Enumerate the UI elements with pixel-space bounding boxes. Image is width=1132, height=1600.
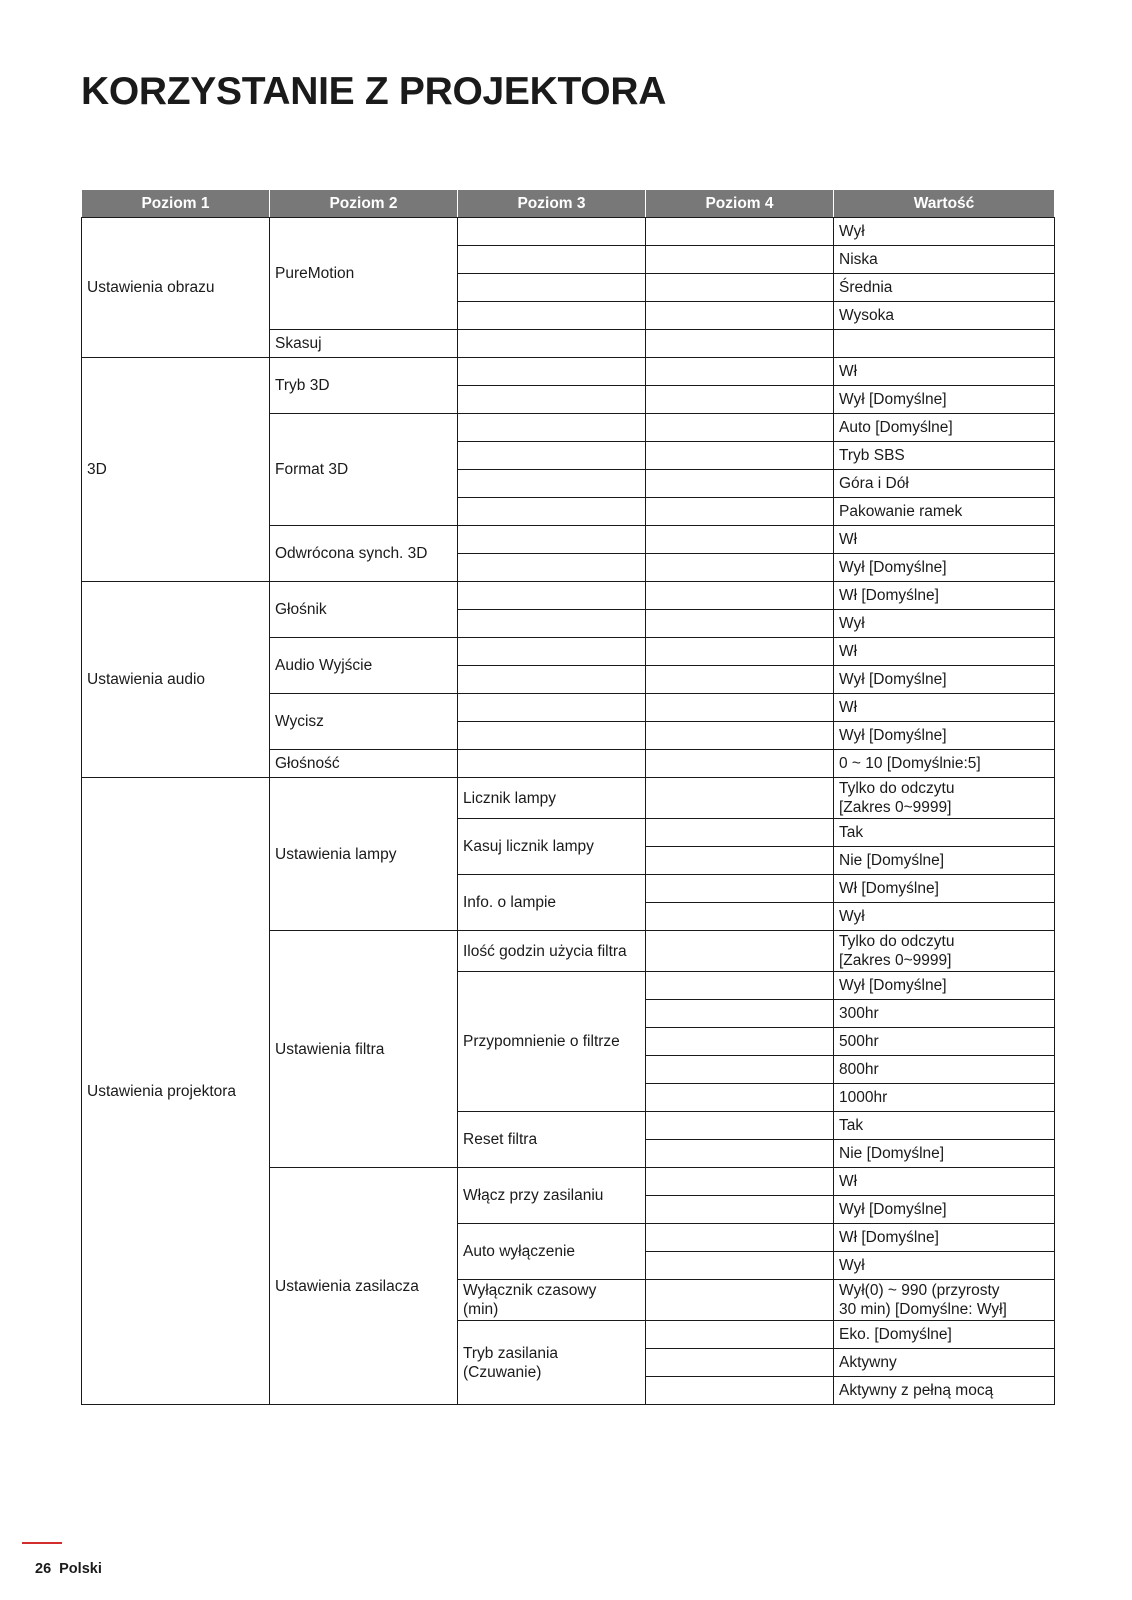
table-cell: Auto [Domyślne] (834, 414, 1055, 442)
table-cell: Nie [Domyślne] (834, 847, 1055, 875)
table-cell: Wysoka (834, 302, 1055, 330)
table-cell: Wył [Domyślne] (834, 972, 1055, 1000)
table-cell (646, 1196, 834, 1224)
table-cell: Ilość godzin użycia filtra (458, 931, 646, 972)
table-body (82, 218, 1055, 1405)
table-cell (646, 666, 834, 694)
table-cell: Aktywny z pełną mocą (834, 1377, 1055, 1405)
table-cell (458, 694, 646, 722)
table-cell: Ustawienia obrazu (82, 218, 270, 358)
table-cell: Ustawienia lampy (270, 778, 458, 931)
table-cell: Wył (834, 903, 1055, 931)
table-cell: Wył [Domyślne] (834, 722, 1055, 750)
table-cell (646, 931, 834, 972)
table-cell: Niska (834, 246, 1055, 274)
table-cell: Ustawienia filtra (270, 931, 458, 1168)
table-cell (646, 1112, 834, 1140)
table-cell (458, 414, 646, 442)
table-cell: Tak (834, 1112, 1055, 1140)
table-cell (458, 302, 646, 330)
table-cell (646, 246, 834, 274)
table-cell (646, 875, 834, 903)
table-cell (458, 582, 646, 610)
table-cell (646, 582, 834, 610)
table-cell (646, 972, 834, 1000)
table-cell: Ustawienia audio (82, 582, 270, 778)
table-cell (458, 442, 646, 470)
table-cell: Tryb zasilania (Czuwanie) (458, 1321, 646, 1405)
table-row (82, 778, 1055, 819)
table-cell: Wył [Domyślne] (834, 386, 1055, 414)
page-footer (35, 1561, 110, 1577)
table-cell: Wył (834, 610, 1055, 638)
table-cell: 800hr (834, 1056, 1055, 1084)
table-cell (646, 218, 834, 246)
menu-settings-table (81, 190, 1055, 1405)
table-cell: 1000hr (834, 1084, 1055, 1112)
table-cell: 0 ~ 10 [Domyślnie:5] (834, 750, 1055, 778)
table-cell: Wł [Domyślne] (834, 1224, 1055, 1252)
table-cell (458, 386, 646, 414)
table-cell (458, 498, 646, 526)
table-cell: Skasuj (270, 330, 458, 358)
table-cell: Głośnik (270, 582, 458, 638)
table-cell: Auto wyłączenie (458, 1224, 646, 1280)
table-header-row (82, 190, 1055, 218)
table-cell: Wył [Domyślne] (834, 666, 1055, 694)
table-cell: Góra i Dół (834, 470, 1055, 498)
table-cell: Eko. [Domyślne] (834, 1321, 1055, 1349)
table-cell (646, 1168, 834, 1196)
table-cell (458, 470, 646, 498)
table-cell (646, 554, 834, 582)
table-cell (458, 246, 646, 274)
footer-accent-line (22, 1542, 62, 1544)
table-cell: Wyłącznik czasowy (min) (458, 1280, 646, 1321)
table-cell: Pakowanie ramek (834, 498, 1055, 526)
table-cell (646, 847, 834, 875)
table-cell (646, 414, 834, 442)
footer-language: Polski (59, 1561, 102, 1577)
table-cell (646, 442, 834, 470)
table-cell: Wł (834, 526, 1055, 554)
table-cell: Wł [Domyślne] (834, 582, 1055, 610)
table-cell: Głośność (270, 750, 458, 778)
table-cell: Wł (834, 358, 1055, 386)
page-number: 26 (35, 1561, 52, 1577)
table-cell: Wł [Domyślne] (834, 875, 1055, 903)
table-row (82, 358, 1055, 386)
table-cell: Tak (834, 819, 1055, 847)
table-cell (646, 386, 834, 414)
table-cell (646, 470, 834, 498)
table-cell: Reset filtra (458, 1112, 646, 1168)
table-cell: Włącz przy zasilaniu (458, 1168, 646, 1224)
table-cell (646, 1000, 834, 1028)
table-cell (458, 666, 646, 694)
header-value: Wartość (834, 190, 1055, 218)
table-cell: Aktywny (834, 1349, 1055, 1377)
table-cell: Tylko do odczytu [Zakres 0~9999] (834, 778, 1055, 819)
table-cell (646, 526, 834, 554)
table-cell (458, 218, 646, 246)
table-cell (834, 330, 1055, 358)
table-cell: Tylko do odczytu [Zakres 0~9999] (834, 931, 1055, 972)
table-cell: Wył [Domyślne] (834, 554, 1055, 582)
table-cell: Format 3D (270, 414, 458, 526)
table-cell: Średnia (834, 274, 1055, 302)
table-cell (646, 722, 834, 750)
table-cell (646, 1084, 834, 1112)
page-title: KORZYSTANIE Z PROJEKTORA (81, 70, 667, 113)
table-cell: Przypomnienie o filtrze (458, 972, 646, 1112)
table-row (82, 218, 1055, 246)
table-cell (646, 358, 834, 386)
table-cell: 300hr (834, 1000, 1055, 1028)
table-cell: Odwrócona synch. 3D (270, 526, 458, 582)
table-cell: 500hr (834, 1028, 1055, 1056)
table-cell: Nie [Domyślne] (834, 1140, 1055, 1168)
table-cell (646, 819, 834, 847)
table-cell (646, 1252, 834, 1280)
table-cell: Wył(0) ~ 990 (przyrosty 30 min) [Domyślne: Wył] (834, 1280, 1055, 1321)
table-cell (646, 1140, 834, 1168)
table-cell: PureMotion (270, 218, 458, 330)
table-cell (646, 903, 834, 931)
table-cell: Audio Wyjście (270, 638, 458, 694)
table-cell (646, 638, 834, 666)
table-cell (646, 778, 834, 819)
table-cell (458, 750, 646, 778)
table-cell (646, 1280, 834, 1321)
table-cell: Info. o lampie (458, 875, 646, 931)
table-cell (646, 1056, 834, 1084)
table-cell: Tryb 3D (270, 358, 458, 414)
table-row (82, 582, 1055, 610)
table-cell (646, 498, 834, 526)
table-cell: Kasuj licznik lampy (458, 819, 646, 875)
table-cell: Ustawienia zasilacza (270, 1168, 458, 1405)
header-level-1: Poziom 1 (82, 190, 270, 218)
table-cell: Wł (834, 694, 1055, 722)
table-cell (458, 610, 646, 638)
table-cell: Wł (834, 1168, 1055, 1196)
table-cell (646, 694, 834, 722)
header-level-2: Poziom 2 (270, 190, 458, 218)
table-cell (646, 1028, 834, 1056)
table-cell (646, 1224, 834, 1252)
table-cell (458, 722, 646, 750)
header-level-3: Poziom 3 (458, 190, 646, 218)
table-cell (646, 302, 834, 330)
table-cell (646, 1377, 834, 1405)
table-cell (458, 638, 646, 666)
table-cell (458, 358, 646, 386)
table-cell: Wycisz (270, 694, 458, 750)
table-cell (646, 330, 834, 358)
table-cell: Wył (834, 1252, 1055, 1280)
table-cell (646, 750, 834, 778)
table-cell (646, 1321, 834, 1349)
table-cell: Licznik lampy (458, 778, 646, 819)
table-cell: 3D (82, 358, 270, 582)
table-cell: Tryb SBS (834, 442, 1055, 470)
table-cell (458, 274, 646, 302)
table-cell (458, 526, 646, 554)
table-cell: Ustawienia projektora (82, 778, 270, 1405)
table-cell (458, 554, 646, 582)
table-cell: Wył (834, 218, 1055, 246)
header-level-4: Poziom 4 (646, 190, 834, 218)
table-cell: Wł (834, 638, 1055, 666)
table-cell (458, 330, 646, 358)
table-cell (646, 274, 834, 302)
table-cell (646, 610, 834, 638)
table-cell (646, 1349, 834, 1377)
table-cell: Wył [Domyślne] (834, 1196, 1055, 1224)
